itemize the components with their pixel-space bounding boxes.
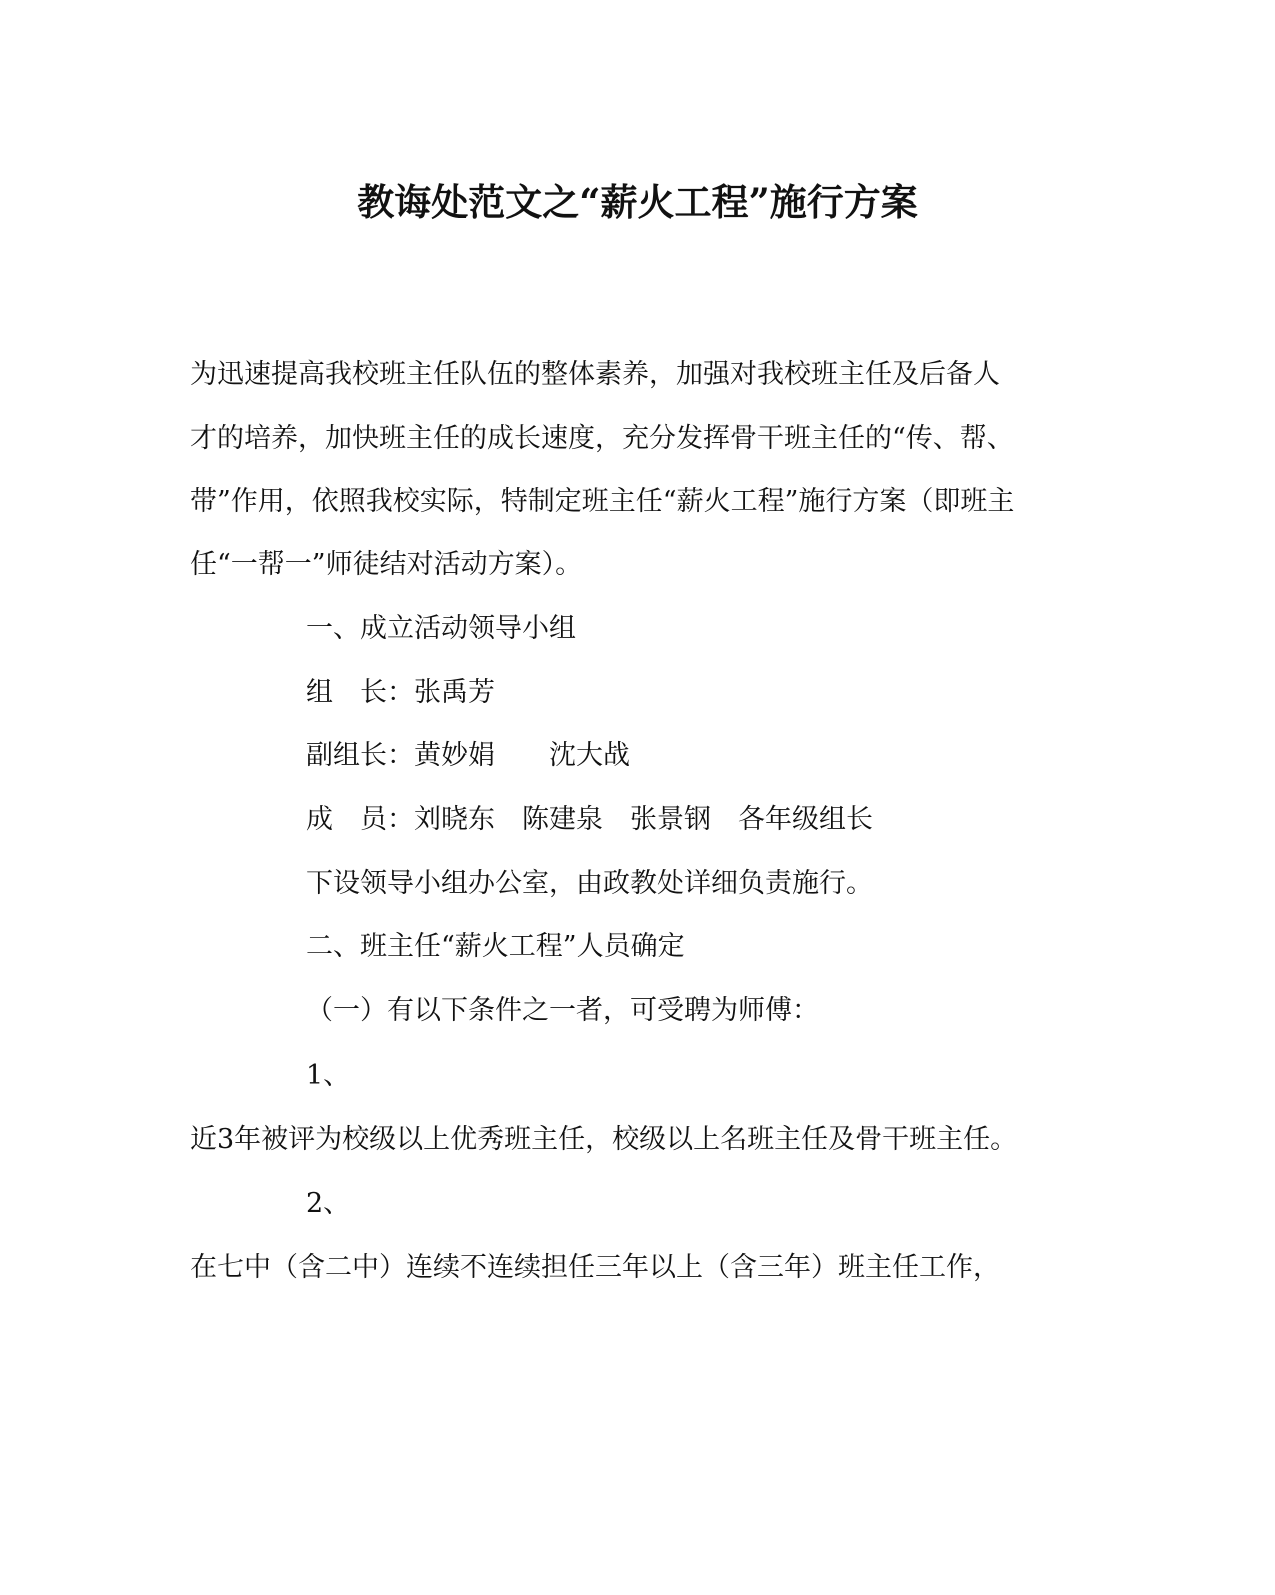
item-2-text: 在七中（含二中）连续不连续担任三年以上（含三年）班主任工作， bbox=[190, 1252, 1000, 1283]
intro-line-4: 任“一帮一”师徒结对活动方案）。 bbox=[190, 549, 583, 580]
item-1-number: 1、 bbox=[306, 1060, 351, 1091]
leader-line: 组 长：张禹芳 bbox=[306, 677, 495, 708]
item-1-text: 近3年被评为校级以上优秀班主任，校级以上名班主任及骨干班主任。 bbox=[190, 1124, 1018, 1155]
section-2-heading: 二、班主任“薪火工程”人员确定 bbox=[306, 931, 685, 962]
office-line: 下设领导小组办公室，由政教处详细负责施行。 bbox=[306, 868, 873, 899]
members-line: 成 员：刘晓东 陈建泉 张景钢 各年级组长 bbox=[306, 804, 873, 835]
subsection-1-heading: （一）有以下条件之一者，可受聘为师傅： bbox=[306, 995, 819, 1026]
document-title: 教诲处范文之“薪火工程”施行方案 bbox=[357, 180, 918, 224]
vice-leader-line: 副组长：黄妙娟 沈大战 bbox=[306, 740, 630, 771]
section-1-heading: 一、成立活动领导小组 bbox=[306, 613, 576, 644]
intro-line-2: 才的培养，加快班主任的成长速度，充分发挥骨干班主任的“传、帮、 bbox=[190, 423, 1014, 454]
item-2-number: 2、 bbox=[306, 1188, 351, 1219]
intro-line-3: 带”作用，依照我校实际，特制定班主任“薪火工程”施行方案（即班主 bbox=[190, 486, 1015, 517]
intro-line-1: 为迅速提高我校班主任队伍的整体素养，加强对我校班主任及后备人 bbox=[190, 359, 1000, 390]
